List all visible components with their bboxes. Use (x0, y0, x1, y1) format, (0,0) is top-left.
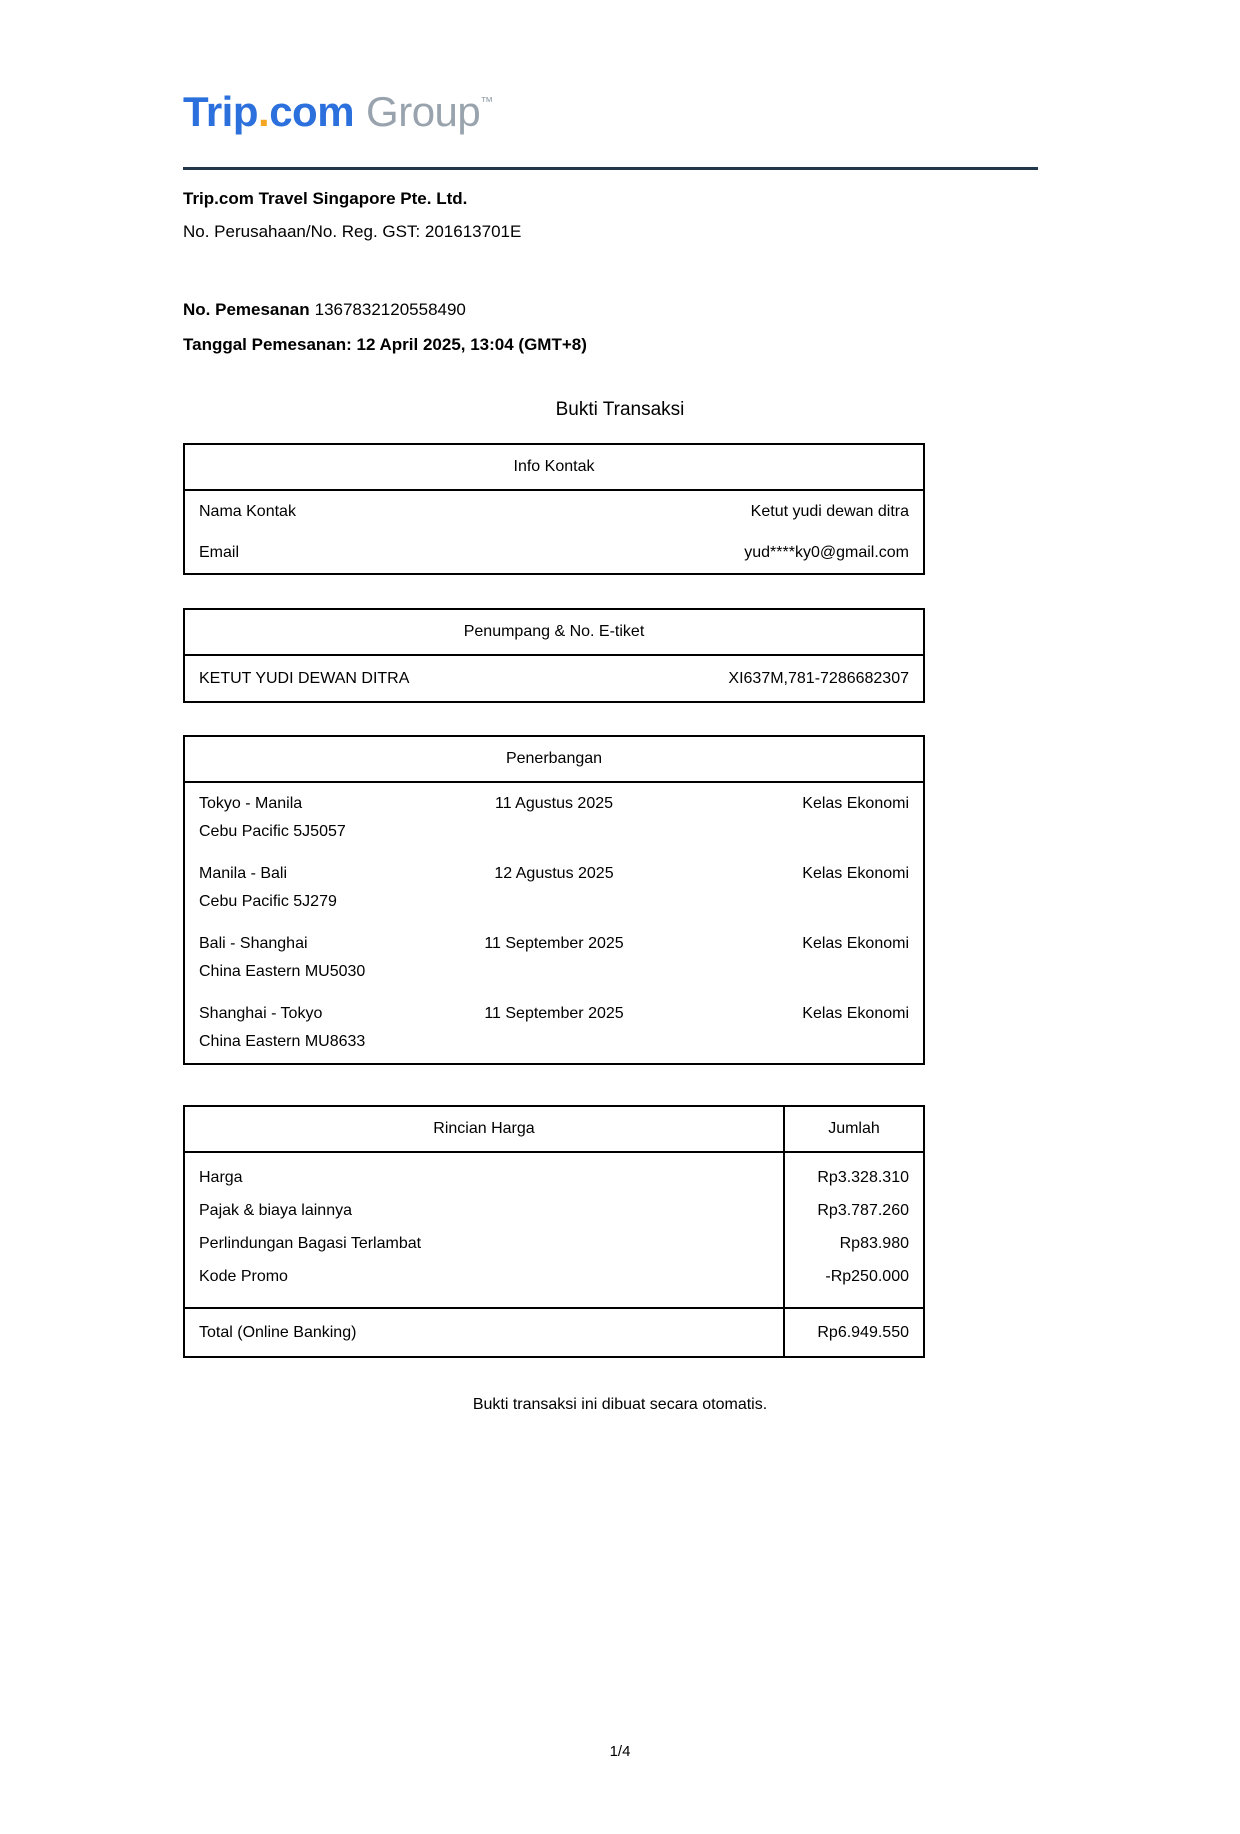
company-block (183, 182, 1240, 248)
flight-summary-line (199, 790, 909, 818)
amount-header: Jumlah (783, 1107, 923, 1151)
price-label: Harga (199, 1169, 243, 1186)
flight-date: 12 Agustus 2025 (494, 865, 614, 882)
contact-name-label: Nama Kontak (199, 503, 296, 520)
price-amount: -Rp250.000 (825, 1268, 909, 1285)
price-labels-column (185, 1153, 783, 1307)
flight-cabin-class: Kelas Ekonomi (802, 865, 909, 882)
flight-date: 11 September 2025 (484, 1005, 624, 1022)
trip-com-group-logo (183, 80, 1240, 134)
auto-generated-note: Bukti transaksi ini dibuat secara otomatis. (472, 1396, 768, 1413)
contact-row-email (185, 532, 923, 573)
total-amount: Rp6.949.550 (783, 1309, 923, 1356)
price-amount: Rp83.980 (839, 1235, 909, 1252)
flight-date: 11 September 2025 (484, 935, 624, 952)
page-title: Bukti Transaksi (555, 399, 685, 420)
flight-airline: China Eastern MU8633 (199, 1033, 366, 1050)
passenger-row (185, 656, 923, 701)
price-details-header: Rincian Harga (433, 1120, 535, 1137)
contact-name-value: Ketut yudi dewan ditra (750, 503, 909, 520)
price-amount: Rp3.328.310 (817, 1169, 909, 1186)
company-registration: No. Perusahaan/No. Reg. GST: 201613701E (183, 222, 522, 241)
flight-airline: Cebu Pacific 5J5057 (199, 823, 346, 840)
flight-row (185, 923, 923, 993)
passenger-eticket: XI637M,781-7286682307 (728, 670, 909, 687)
contact-row-name (185, 491, 923, 532)
price-label: Kode Promo (199, 1268, 288, 1285)
passenger-table-header: Penumpang & No. E-tiket (185, 610, 923, 656)
price-amount: Rp3.787.260 (817, 1202, 909, 1219)
page-number: 1/4 (609, 1743, 631, 1760)
flight-summary-line (199, 1000, 909, 1028)
logo-trip-text: Trip (183, 88, 259, 135)
flight-summary-line (199, 860, 909, 888)
flight-airline: Cebu Pacific 5J279 (199, 893, 337, 910)
flight-summary-line (199, 930, 909, 958)
flight-route: Manila - Bali (199, 865, 288, 882)
price-total-row (185, 1307, 923, 1356)
order-number-label: No. Pemesanan (183, 300, 310, 319)
header-rule (183, 167, 1038, 170)
flight-route: Shanghai - Tokyo (199, 1005, 323, 1022)
price-label: Pajak & biaya lainnya (199, 1202, 352, 1219)
contact-table (183, 443, 925, 575)
order-number-value: 1367832120558490 (314, 300, 466, 319)
price-label: Perlindungan Bagasi Terlambat (199, 1235, 422, 1252)
passenger-name: KETUT YUDI DEWAN DITRA (199, 670, 410, 687)
order-number-line (183, 292, 1240, 327)
flight-date: 11 Agustus 2025 (494, 795, 614, 812)
flight-airline: China Eastern MU5030 (199, 963, 366, 980)
flights-table-header: Penerbangan (185, 737, 923, 783)
flight-row (185, 853, 923, 923)
price-table-header-row (185, 1107, 923, 1153)
booking-block (183, 292, 1240, 362)
contact-table-header: Info Kontak (185, 445, 923, 491)
flight-cabin-class: Kelas Ekonomi (802, 935, 909, 952)
flight-route: Tokyo - Manila (199, 795, 303, 812)
flight-cabin-class: Kelas Ekonomi (802, 795, 909, 812)
price-table-body (185, 1153, 923, 1307)
order-date-line: Tanggal Pemesanan: 12 April 2025, 13:04 (GMT+8) (183, 335, 587, 354)
logo-group-text: Group (366, 88, 481, 135)
flight-row (185, 783, 923, 853)
contact-email-label: Email (199, 544, 240, 561)
company-name: Trip.com Travel Singapore Pte. Ltd. (183, 189, 468, 208)
logo-orange-dot: . (258, 88, 270, 135)
flights-table (183, 735, 925, 1065)
logo-com-text: com (269, 88, 355, 135)
flight-row (185, 993, 923, 1063)
contact-email-value: yud****ky0@gmail.com (744, 544, 909, 561)
receipt-page (0, 80, 1240, 1834)
price-table (183, 1105, 925, 1358)
flight-cabin-class: Kelas Ekonomi (802, 1005, 909, 1022)
passenger-table (183, 608, 925, 703)
flight-route: Bali - Shanghai (199, 935, 308, 952)
price-amounts-column (783, 1153, 923, 1307)
total-label: Total (Online Banking) (199, 1324, 357, 1341)
trademark-symbol: ™ (480, 94, 494, 109)
